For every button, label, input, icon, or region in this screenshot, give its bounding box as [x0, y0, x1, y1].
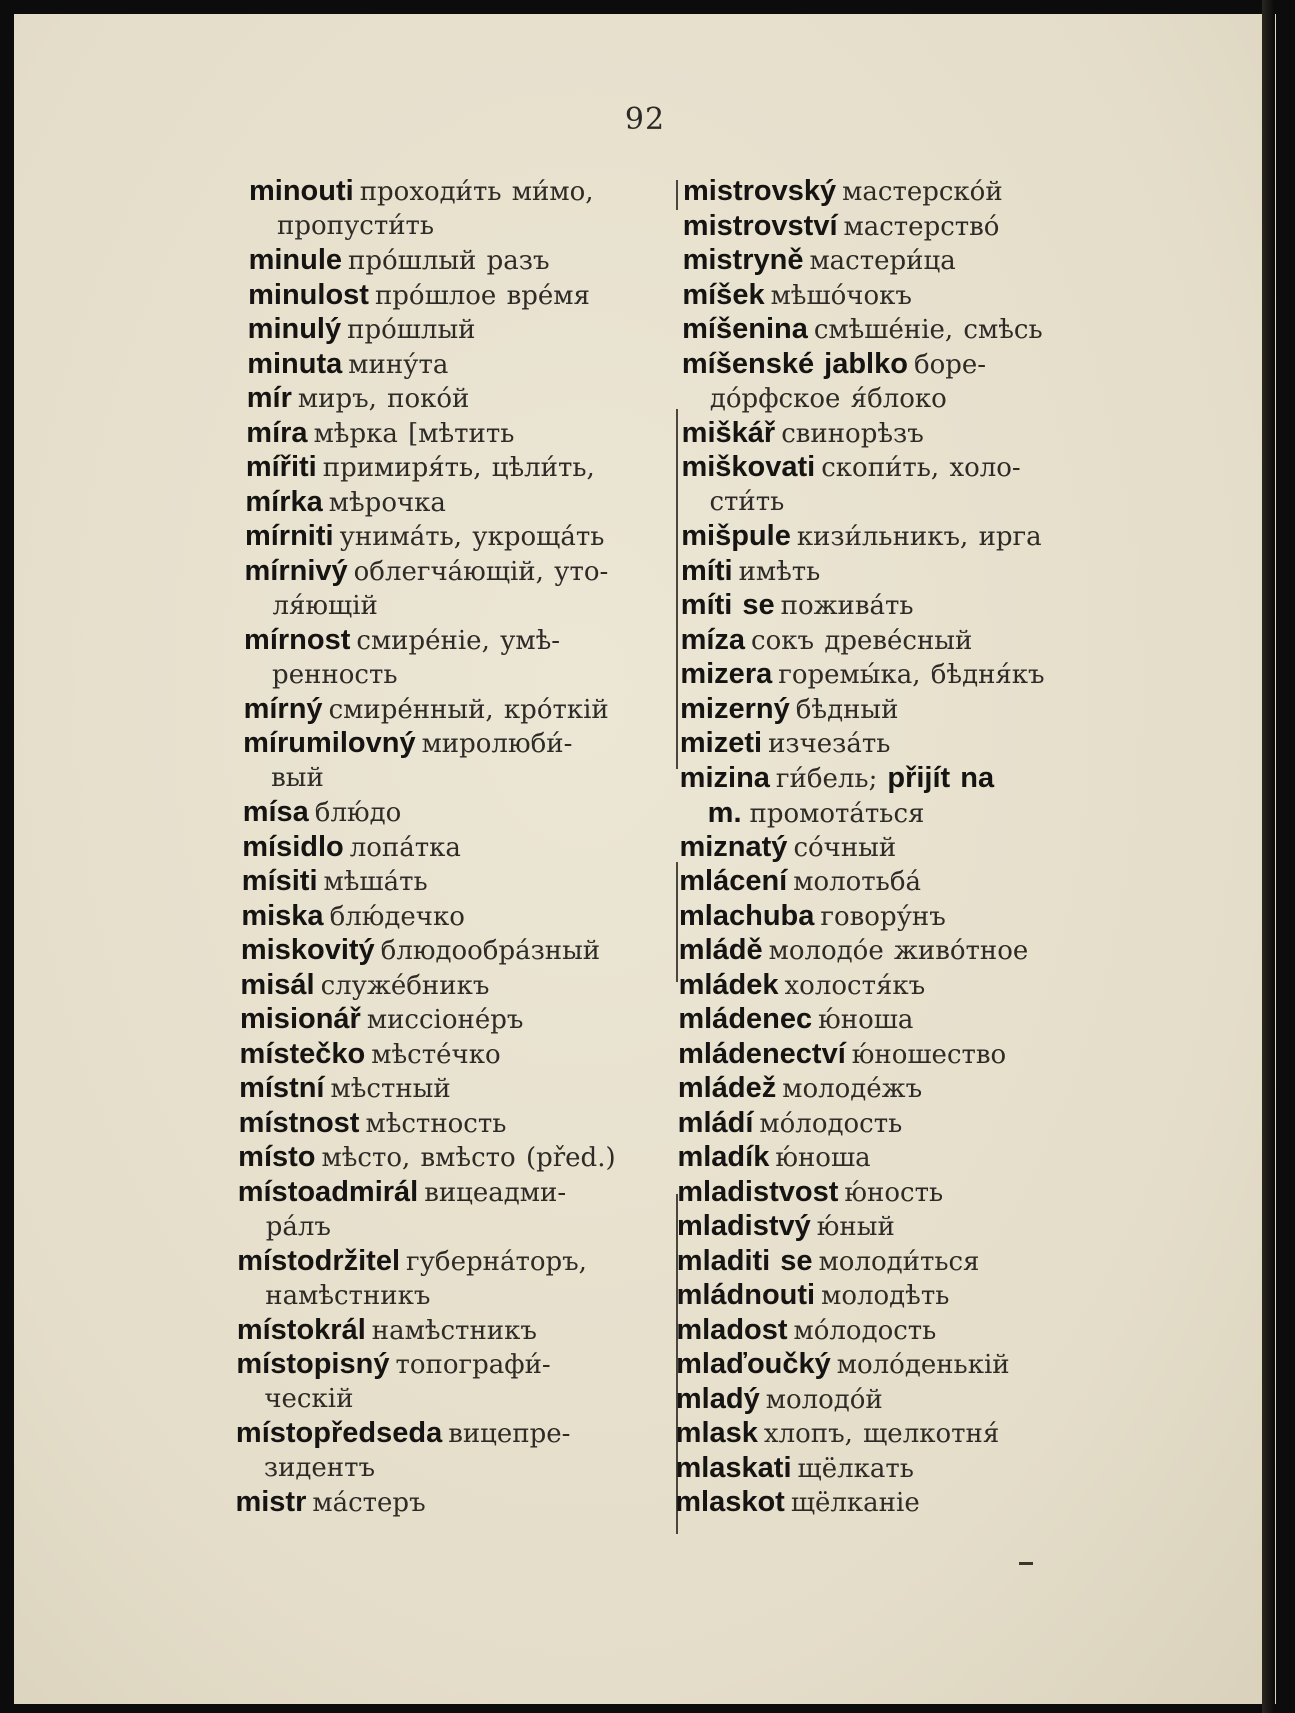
headword: miškovati	[681, 451, 816, 483]
definition: про́шлый	[347, 315, 476, 345]
dictionary-entry	[239, 1071, 679, 1106]
dictionary-entry	[677, 1209, 1117, 1244]
dictionary-entry	[677, 1140, 1117, 1175]
headword: mlaďoučký	[676, 1348, 831, 1380]
definition: миролюби́-	[421, 729, 573, 759]
definition: промота́ться	[749, 798, 925, 829]
definition-continuation: ческій	[264, 1384, 354, 1414]
dictionary-entry	[242, 864, 682, 899]
dictionary-entry	[248, 278, 688, 313]
headword: místnost	[238, 1106, 360, 1139]
definition: бѣдный	[795, 694, 899, 725]
dictionary-entry	[677, 1175, 1117, 1210]
dictionary-entry	[676, 1416, 1116, 1451]
headword: mladiti se	[676, 1244, 813, 1277]
headword: míti	[681, 554, 733, 587]
dictionary-entry	[678, 1106, 1118, 1141]
headword: mládež	[677, 1072, 777, 1104]
definition: молоди́ться	[818, 1246, 980, 1277]
headword: mládnouti	[676, 1279, 816, 1311]
headword: mladistvý	[677, 1210, 811, 1242]
headword-abbrev: m.	[707, 796, 742, 829]
dictionary-entry	[675, 1485, 1115, 1520]
definition: проходи́ть ми́мо,	[359, 177, 594, 207]
dictionary-entry	[683, 174, 1123, 209]
definition: мѣстный	[330, 1074, 451, 1104]
definition: вицеадми-	[424, 1177, 567, 1208]
definition: мѣсто, вмѣсто (před.)	[321, 1143, 616, 1173]
headword: miskovitý	[240, 934, 375, 966]
definition: скопи́ть, холо-	[821, 453, 1021, 483]
definition: молодо́й	[765, 1384, 883, 1415]
headword: mírný	[243, 692, 323, 725]
headword: mládek	[678, 968, 779, 1001]
headword: místopředseda	[235, 1417, 443, 1449]
dictionary-entry	[679, 830, 1119, 865]
dictionary-entry	[683, 209, 1123, 244]
definition: молотьба́	[793, 867, 921, 897]
definition: ма́стеръ	[312, 1488, 426, 1518]
headword: míti se	[680, 589, 775, 621]
definition: топографи́-	[395, 1350, 551, 1380]
headword: míšek	[682, 278, 765, 311]
dictionary-entry	[240, 1002, 680, 1037]
dictionary-entry	[675, 1451, 1115, 1486]
definition: щёлкать	[797, 1453, 914, 1484]
headword: místo	[238, 1141, 316, 1173]
column-divider	[676, 409, 678, 769]
headword: místní	[239, 1072, 325, 1104]
dictionary-entry	[682, 347, 1122, 416]
column-divider	[676, 862, 678, 982]
headword: mír	[246, 382, 292, 414]
definition: молоде́жъ	[782, 1074, 923, 1104]
definition-continuation	[680, 796, 1120, 831]
margin-mark	[1019, 1562, 1033, 1565]
definition: про́шлое вре́мя	[374, 280, 590, 311]
headword: mladistvost	[677, 1175, 839, 1208]
definition: изчеза́ть	[768, 729, 891, 759]
headword: mírka	[245, 485, 323, 518]
headword: mlask	[675, 1417, 758, 1449]
headword: mírniti	[244, 520, 334, 552]
dictionary-entry	[680, 657, 1120, 692]
headword: mládí	[677, 1106, 754, 1139]
headword: mlácení	[679, 865, 788, 897]
definition: унима́ть, укроща́ть	[339, 522, 605, 552]
headword: mistr	[235, 1486, 307, 1518]
headword: místokrál	[236, 1313, 366, 1346]
headword: misionář	[239, 1003, 361, 1035]
dictionary-entry	[249, 174, 689, 243]
headword: mladý	[675, 1382, 760, 1415]
definition: молодѣть	[821, 1281, 950, 1311]
definition: смѣше́ніе, смѣсь	[813, 315, 1043, 345]
dictionary-entry	[237, 1313, 677, 1348]
headword: mišpule	[681, 520, 791, 552]
headword: mládě	[678, 934, 763, 966]
dictionary-entry	[241, 899, 681, 934]
dictionary-entry	[681, 519, 1121, 554]
definition: ю́ношество	[851, 1039, 1007, 1070]
definition: боре-	[913, 349, 987, 380]
definition: мастерство́	[843, 211, 1000, 242]
dictionary-entry	[245, 519, 685, 554]
definition: мѣстность	[365, 1108, 507, 1139]
headword: místopisný	[236, 1348, 390, 1380]
headword: minuta	[247, 347, 343, 380]
definition: служе́бникъ	[320, 970, 490, 1001]
dictionary-entry	[678, 1071, 1118, 1106]
definition-continuation: вый	[271, 763, 324, 793]
definition: смире́нный, кро́ткій	[328, 694, 609, 725]
definition-continuation: ренность	[272, 659, 398, 690]
dictionary-entry	[246, 416, 686, 451]
definition: горемы́ка, бѣдня́къ	[778, 660, 1045, 690]
definition: мо́лодость	[793, 1315, 937, 1346]
definition: сокъ древе́сный	[751, 625, 973, 656]
book-gutter	[1262, 0, 1275, 1713]
headword: mísa	[242, 796, 309, 828]
definition-continuation: ра́лъ	[265, 1211, 331, 1242]
dictionary-entry	[680, 761, 1120, 831]
definition: пожива́ть	[780, 591, 914, 621]
dictionary-entry	[683, 243, 1123, 278]
headword: mlaskot	[675, 1486, 785, 1518]
headword: mlachuba	[679, 899, 815, 932]
definition: блю́до	[314, 798, 402, 828]
headword: mládenec	[678, 1003, 813, 1035]
headword: místoadmirál	[237, 1175, 419, 1208]
dictionary-entry	[247, 347, 687, 382]
dictionary-entry	[243, 726, 683, 795]
definition-continuation: намѣстникъ	[265, 1280, 431, 1311]
definition: намѣстникъ	[371, 1315, 537, 1346]
dictionary-entry	[676, 1382, 1116, 1417]
definition: кизи́льникъ, ирга	[796, 522, 1042, 552]
dictionary-entry	[681, 623, 1121, 658]
headword: misál	[240, 968, 315, 1001]
definition: щёлканіе	[790, 1488, 920, 1518]
headword: minule	[248, 244, 343, 276]
definition: миссіоне́ръ	[366, 1005, 524, 1035]
headword: mizerný	[680, 692, 790, 725]
definition-continuation: сти́ть	[709, 487, 785, 517]
definition: ги́бель;	[775, 763, 878, 794]
dictionary-entry	[681, 554, 1121, 589]
definition: губерна́торъ,	[406, 1246, 587, 1277]
headword: mistrovství	[682, 209, 838, 242]
headword: mládenectví	[678, 1037, 846, 1070]
dictionary-entry	[679, 864, 1119, 899]
dictionary-entry	[236, 1347, 676, 1416]
dictionary-entry	[678, 1037, 1118, 1072]
definition: ю́ность	[844, 1177, 944, 1208]
definition: свинорѣзъ	[781, 418, 924, 449]
dictionary-entry	[241, 933, 681, 968]
dictionary-entry	[676, 1347, 1116, 1382]
definition: мѣша́ть	[323, 867, 428, 897]
definition: мастери́ца	[809, 246, 956, 276]
headword: miska	[241, 899, 324, 932]
dictionary-entry	[246, 450, 686, 485]
dictionary-entry	[247, 381, 687, 416]
definition: мастерско́й	[842, 177, 1003, 207]
headword: minulost	[248, 278, 369, 311]
definition: примиря́ть, цѣли́ть,	[322, 453, 595, 483]
definition: хлопъ, щелкотня́	[763, 1419, 1000, 1449]
headword: miznatý	[679, 830, 788, 863]
dictionary-entry	[244, 692, 684, 727]
headword: miškář	[681, 416, 776, 449]
dictionary-entry	[243, 795, 683, 830]
definition: холостя́къ	[784, 970, 926, 1001]
dictionary-entry	[249, 243, 689, 278]
definition: мѣшо́чокъ	[770, 280, 912, 311]
definition: мо́лодость	[759, 1108, 903, 1139]
headword: mladost	[676, 1313, 788, 1346]
headword: mísiti	[241, 865, 318, 897]
page-number: 92	[624, 102, 666, 137]
headword: mírumilovný	[243, 727, 416, 759]
definition: мѣсте́чко	[371, 1039, 501, 1070]
definition: мину́та	[348, 349, 449, 380]
dictionary-page	[14, 14, 1276, 1704]
dictionary-entry	[681, 588, 1121, 623]
headword: mírnivý	[244, 554, 348, 587]
headword: mírnost	[244, 623, 351, 656]
definition-continuation: до́рфское я́блоко	[709, 383, 947, 414]
dictionary-entry	[238, 1140, 678, 1175]
headword: mizeti	[679, 727, 763, 759]
dictionary-entry	[240, 1037, 680, 1072]
dictionary-entry	[244, 554, 684, 623]
dictionary-entry	[245, 485, 685, 520]
dictionary-entry	[678, 1002, 1118, 1037]
headword: mísidlo	[242, 830, 344, 863]
definition: со́чный	[793, 832, 897, 863]
definition: моло́денькій	[836, 1350, 1010, 1380]
definition: ю́ноша	[775, 1143, 871, 1173]
dictionary-entry	[248, 312, 688, 347]
headword: minulý	[247, 313, 342, 345]
definition-continuation: пропусти́ть	[277, 211, 435, 241]
definition: мѣрочка	[328, 487, 446, 518]
dictionary-entry	[680, 692, 1120, 727]
dictionary-entry	[679, 899, 1119, 934]
dictionary-entry	[235, 1485, 675, 1520]
dictionary-entry	[682, 278, 1122, 313]
headword: míra	[246, 416, 308, 449]
headword: mistrovský	[683, 175, 837, 207]
definition: миръ, поко́й	[297, 384, 470, 414]
dictionary-entry	[679, 933, 1119, 968]
definition: лопа́тка	[349, 832, 461, 863]
definition: блюдообра́зный	[380, 936, 601, 966]
definition: блю́дечко	[329, 901, 465, 932]
definition: облегча́ющій, уто-	[353, 556, 609, 587]
definition: молодо́е живо́тное	[768, 936, 1029, 966]
dictionary-entry	[677, 1278, 1117, 1313]
headword: míšenské jablko	[681, 347, 908, 380]
definition: смире́ніе, умѣ-	[356, 625, 561, 656]
definition: мѣрка [мѣтить	[313, 418, 515, 449]
definition-continuation: ля́ющій	[272, 590, 378, 621]
headword: místečko	[239, 1037, 366, 1070]
definition: ю́ный	[816, 1212, 895, 1242]
headword: míza	[680, 623, 746, 656]
dictionary-entry	[236, 1416, 676, 1485]
dictionary-entry	[681, 450, 1121, 519]
headword: mizera	[680, 658, 773, 690]
definition-continuation: зидентъ	[263, 1453, 376, 1483]
headword: mladík	[677, 1141, 770, 1173]
dictionary-entry	[240, 968, 680, 1003]
headword: míšenina	[682, 313, 808, 345]
headword: mistryně	[682, 244, 804, 276]
dictionary-entry	[239, 1106, 679, 1141]
dictionary-entry	[242, 830, 682, 865]
definition: имѣть	[738, 556, 821, 587]
headword: mizina	[679, 761, 770, 794]
headword: minouti	[249, 175, 354, 207]
dictionary-entry	[238, 1175, 678, 1244]
column-divider	[676, 180, 678, 210]
definition: говору́нъ	[820, 901, 946, 932]
dictionary-entry	[680, 726, 1120, 761]
headword-phrase: přijít na	[887, 761, 995, 794]
dictionary-entry	[244, 623, 684, 692]
headword: mířiti	[245, 451, 317, 483]
headword: mlaskati	[675, 1451, 792, 1484]
definition: про́шлый разъ	[348, 246, 550, 276]
definition: вицепре-	[448, 1419, 571, 1449]
definition: ю́ноша	[818, 1005, 914, 1035]
headword: místodržitel	[237, 1244, 401, 1277]
dictionary-entry	[679, 968, 1119, 1003]
dictionary-entry	[677, 1244, 1117, 1279]
dictionary-entry	[676, 1313, 1116, 1348]
dictionary-entry	[682, 312, 1122, 347]
dictionary-entry	[237, 1244, 677, 1313]
dictionary-entry	[682, 416, 1122, 451]
